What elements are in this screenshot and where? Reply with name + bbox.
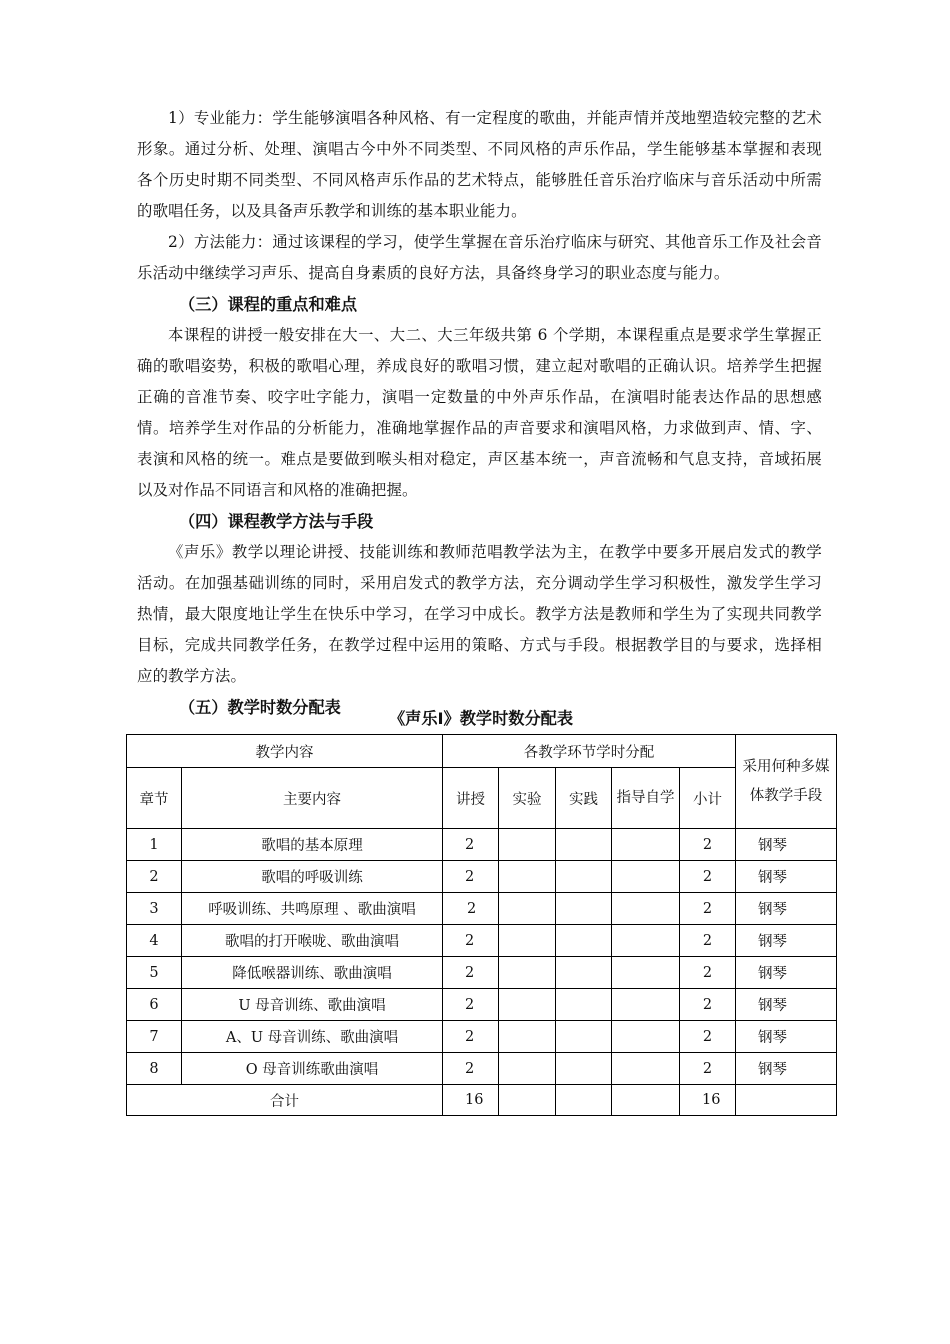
total-label: 合计: [127, 1085, 443, 1116]
lecture-cell: 2: [443, 829, 499, 861]
content-cell: 歌唱的基本原理: [182, 829, 443, 861]
header-subtotal: 小计: [680, 768, 736, 829]
section-3-paragraph: 本课程的讲授一般安排在大一、大二、大三年级共第 6 个学期，本课程重点是要求学生掌握正确的歌唱姿势，积极的歌唱心理，养成良好的歌唱习惯，建立起对歌唱的正确认识。培养学生把握正确的音准节奏、咬字吐字能力，演唱一定数量的中外声乐作品，在演唱时能表达作品的思想感情。培养学生对作品的分析能力，准确地掌握作品的声音要求和演唱风格，力求做到声、情、字、表演和风格的统一。难点是要做到喉头相对稳定，声区基本统一，声音流畅和气息支持，音域拓展以及对作品不同语言和风格的准确把握。: [137, 326, 822, 499]
total-row: [127, 1085, 837, 1116]
header-hour-allocation: 各教学环节学时分配: [443, 735, 736, 768]
guided-cell: [612, 925, 680, 957]
experiment-cell: [499, 829, 556, 861]
header-lecture: 讲授: [443, 768, 499, 829]
document-body: [137, 103, 822, 723]
media-cell: 钢琴: [736, 861, 837, 893]
guided-cell: [612, 989, 680, 1021]
lecture-cell: 2: [443, 861, 499, 893]
practice-cell: [556, 1021, 612, 1053]
subtotal-cell: 2: [680, 829, 736, 861]
total-practice: [556, 1085, 612, 1116]
media-cell: 钢琴: [736, 893, 837, 925]
media-cell: 钢琴: [736, 957, 837, 989]
chapter-cell: 7: [127, 1021, 182, 1053]
chapter-cell: 1: [127, 829, 182, 861]
chapter-cell: 8: [127, 1053, 182, 1085]
table-row: [127, 1021, 837, 1053]
total-lecture: 16: [443, 1085, 499, 1116]
header-media-method: 采用何种多媒体教学手段: [736, 735, 837, 829]
chapter-cell: 6: [127, 989, 182, 1021]
subtotal-cell: 2: [680, 1021, 736, 1053]
table-row: [127, 925, 837, 957]
practice-cell: [556, 829, 612, 861]
lecture-cell: 2: [443, 1053, 499, 1085]
header-guided-self-study: 指导自学: [612, 768, 680, 829]
header-teaching-content: 教学内容: [127, 735, 443, 768]
lecture-cell: 2: [443, 1021, 499, 1053]
experiment-cell: [499, 861, 556, 893]
experiment-cell: [499, 1021, 556, 1053]
experiment-cell: [499, 989, 556, 1021]
subtotal-cell: 2: [680, 861, 736, 893]
media-cell: 钢琴: [736, 989, 837, 1021]
media-cell: 钢琴: [736, 829, 837, 861]
practice-cell: [556, 925, 612, 957]
table-row: [127, 957, 837, 989]
experiment-cell: [499, 957, 556, 989]
guided-cell: [612, 957, 680, 989]
section-4-paragraph: 《声乐》教学以理论讲授、技能训练和教师范唱教学法为主，在教学中要多开展启发式的教学活动。在加强基础训练的同时，采用启发式的教学方法，充分调动学生学习积极性，激发学生学习热情，最大限度地让学生在快乐中学习，在学习中成长。教学方法是教师和学生为了实现共同教学目标，完成共同教学任务，在教学过程中运用的策略、方式与手段。根据教学目的与要求，选择相应的教学方法。: [137, 543, 822, 685]
practice-cell: [556, 893, 612, 925]
media-cell: 钢琴: [736, 1053, 837, 1085]
practice-cell: [556, 957, 612, 989]
table-row: [127, 989, 837, 1021]
method-ability-paragraph: 2）方法能力：通过该课程的学习，使学生掌握在音乐治疗临床与研究、其他音乐工作及社会音乐活动中继续学习声乐、提高自身素质的良好方法，具备终身学习的职业态度与能力。: [137, 233, 822, 282]
chapter-cell: 5: [127, 957, 182, 989]
subtotal-cell: 2: [680, 957, 736, 989]
teaching-hours-table: [126, 734, 837, 1116]
content-cell: 歌唱的打开喉咙、歌曲演唱: [182, 925, 443, 957]
guided-cell: [612, 1053, 680, 1085]
table-row: [127, 1053, 837, 1085]
content-cell: 呼吸训练、共鸣原理 、歌曲演唱: [182, 893, 443, 925]
guided-cell: [612, 893, 680, 925]
subtotal-cell: 2: [680, 1053, 736, 1085]
content-cell: 降低喉器训练、歌曲演唱: [182, 957, 443, 989]
section-3-heading: （三）课程的重点和难点: [179, 295, 358, 314]
header-experiment: 实验: [499, 768, 556, 829]
total-experiment: [499, 1085, 556, 1116]
media-cell: 钢琴: [736, 1021, 837, 1053]
table-row: [127, 829, 837, 861]
guided-cell: [612, 1021, 680, 1053]
practice-cell: [556, 989, 612, 1021]
lecture-cell: 2: [443, 989, 499, 1021]
lecture-cell: 2: [443, 957, 499, 989]
experiment-cell: [499, 893, 556, 925]
subtotal-cell: 2: [680, 925, 736, 957]
professional-ability-paragraph: 1）专业能力：学生能够演唱各种风格、有一定程度的歌曲，并能声情并茂地塑造较完整的艺术形象。通过分析、处理、演唱古今中外不同类型、不同风格的声乐作品，学生能够基本掌握和表现各个历史时期不同类型、不同风格声乐作品的艺术特点，能够胜任音乐治疗临床与音乐活动中所需的歌唱任务，以及具备声乐教学和训练的基本职业能力。: [137, 109, 822, 220]
lecture-cell: 2: [443, 893, 499, 925]
content-cell: O 母音训练歌曲演唱: [182, 1053, 443, 1085]
chapter-cell: 2: [127, 861, 182, 893]
chapter-cell: 3: [127, 893, 182, 925]
subtotal-cell: 2: [680, 893, 736, 925]
section-5-heading: （五）教学时数分配表: [179, 698, 341, 717]
content-cell: U 母音训练、歌曲演唱: [182, 989, 443, 1021]
total-media: [736, 1085, 837, 1116]
lecture-cell: 2: [443, 925, 499, 957]
header-main-content: 主要内容: [182, 768, 443, 829]
practice-cell: [556, 861, 612, 893]
table-title: 《声乐Ⅰ》教学时数分配表: [388, 709, 574, 728]
table-row: [127, 861, 837, 893]
table-row: [127, 893, 837, 925]
header-chapter: 章节: [127, 768, 182, 829]
content-cell: A、U 母音训练、歌曲演唱: [182, 1021, 443, 1053]
practice-cell: [556, 1053, 612, 1085]
total-guided: [612, 1085, 680, 1116]
content-cell: 歌唱的呼吸训练: [182, 861, 443, 893]
experiment-cell: [499, 1053, 556, 1085]
media-cell: 钢琴: [736, 925, 837, 957]
section-4-heading: （四）课程教学方法与手段: [179, 512, 374, 531]
guided-cell: [612, 861, 680, 893]
header-practice: 实践: [556, 768, 612, 829]
subtotal-cell: 2: [680, 989, 736, 1021]
chapter-cell: 4: [127, 925, 182, 957]
guided-cell: [612, 829, 680, 861]
experiment-cell: [499, 925, 556, 957]
total-subtotal: 16: [680, 1085, 736, 1116]
